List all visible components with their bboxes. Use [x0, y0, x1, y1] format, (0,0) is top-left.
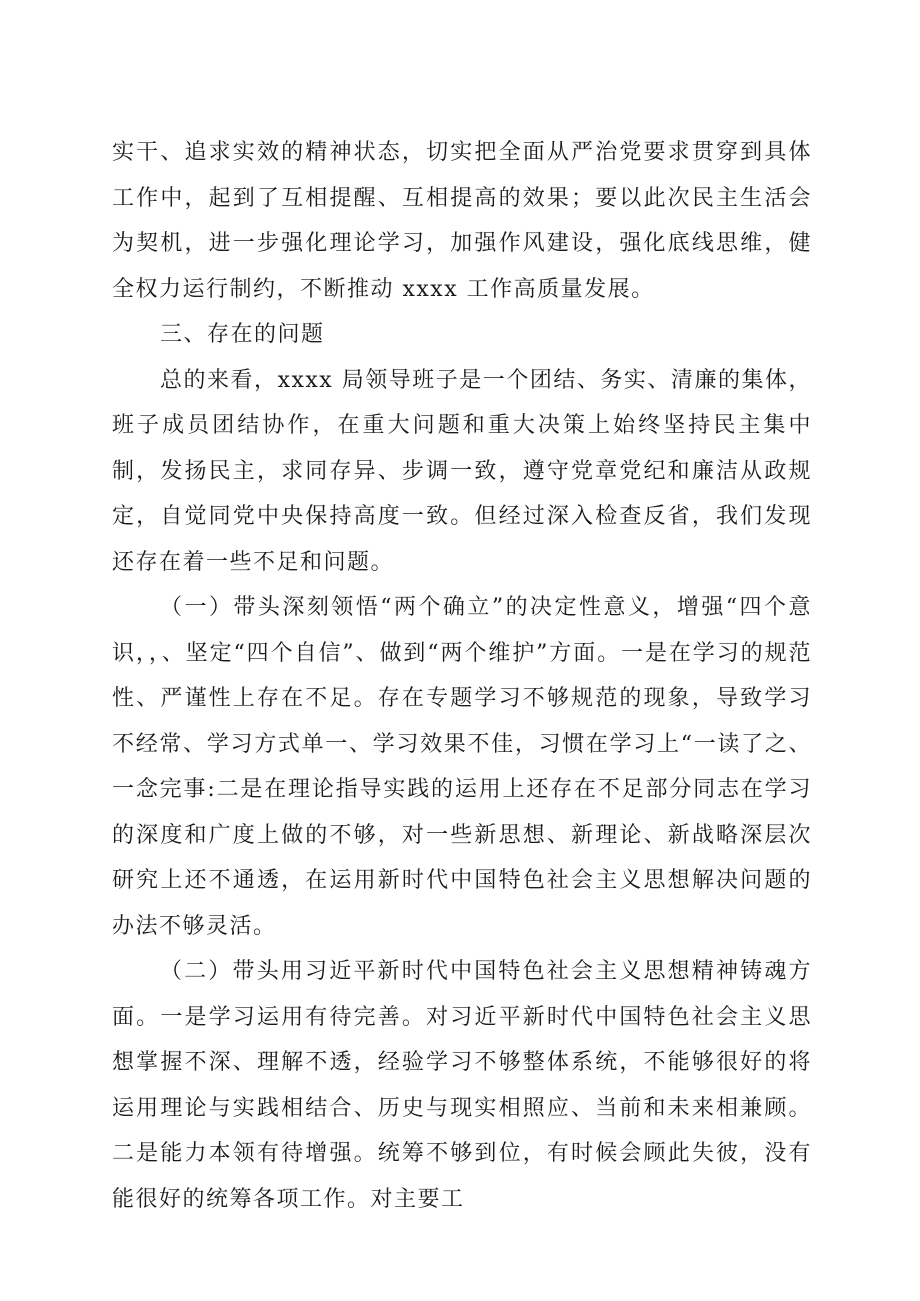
- paragraph-item-two: （二）带头用习近平新时代中国特色社会主义思想精神铸魂方面。一是学习运用有待完善。对习近平新时代中国特色社会主义思想掌握不深、理解不透，经验学习不够整体系统，不能够很好的将运用理论与实践相结合、历史与现实相照应、当前和未来相兼顾。二是能力本领有待增强。统筹不够到位，有时候会顾此失彼，没有能很好的统筹各项工作。对主要工: [112, 959, 812, 1212]
- paragraph-overview: 总的来看，xxxx 局领导班子是一个团结、务实、清廉的集体，班子成员团结协作，在重大问题和重大决策上始终坚持民主集中制，发扬民主，求同存异、步调一致，遵守党章党纪和廉洁从政规定，自觉同党中央保持高度一致。但经过深入检查反省，我们发现还存在着一些不足和问题。: [112, 367, 812, 575]
- section-heading-problems: 三、存在的问题: [160, 322, 325, 347]
- paragraph-item-one: （一）带头深刻领悟“两个确立”的决定性意义，增强“四个意识，，、坚定“四个自信”、做到“两个维护”方面。一是在学习的规范性、严谨性上存在不足。存在专题学习不够规范的现象，导致学习不经常、学习方式单一、学习效果不佳，习惯在学习上“一读了之、一念完事:二是在理论指导实践的运用上还存在不足部分同志在学习的深度和广度上做的不够，对一些新思想、新理论、新战略深层次研究上还不通透，在运用新时代中国特色社会主义思想解决问题的办法不够灵活。: [112, 595, 812, 939]
- paragraph-continuation: 实干、追求实效的精神状态，切实把全面从严治党要求贯穿到具体工作中，起到了互相提醒、互相提高的效果；要以此次民主生活会为契机，进一步强化理论学习，加强作风建设，强化底线思维，健全权力运行制约，不断推动 xxxx 工作高质量发展。: [112, 140, 812, 302]
- document-page: [112, 130, 812, 1222]
